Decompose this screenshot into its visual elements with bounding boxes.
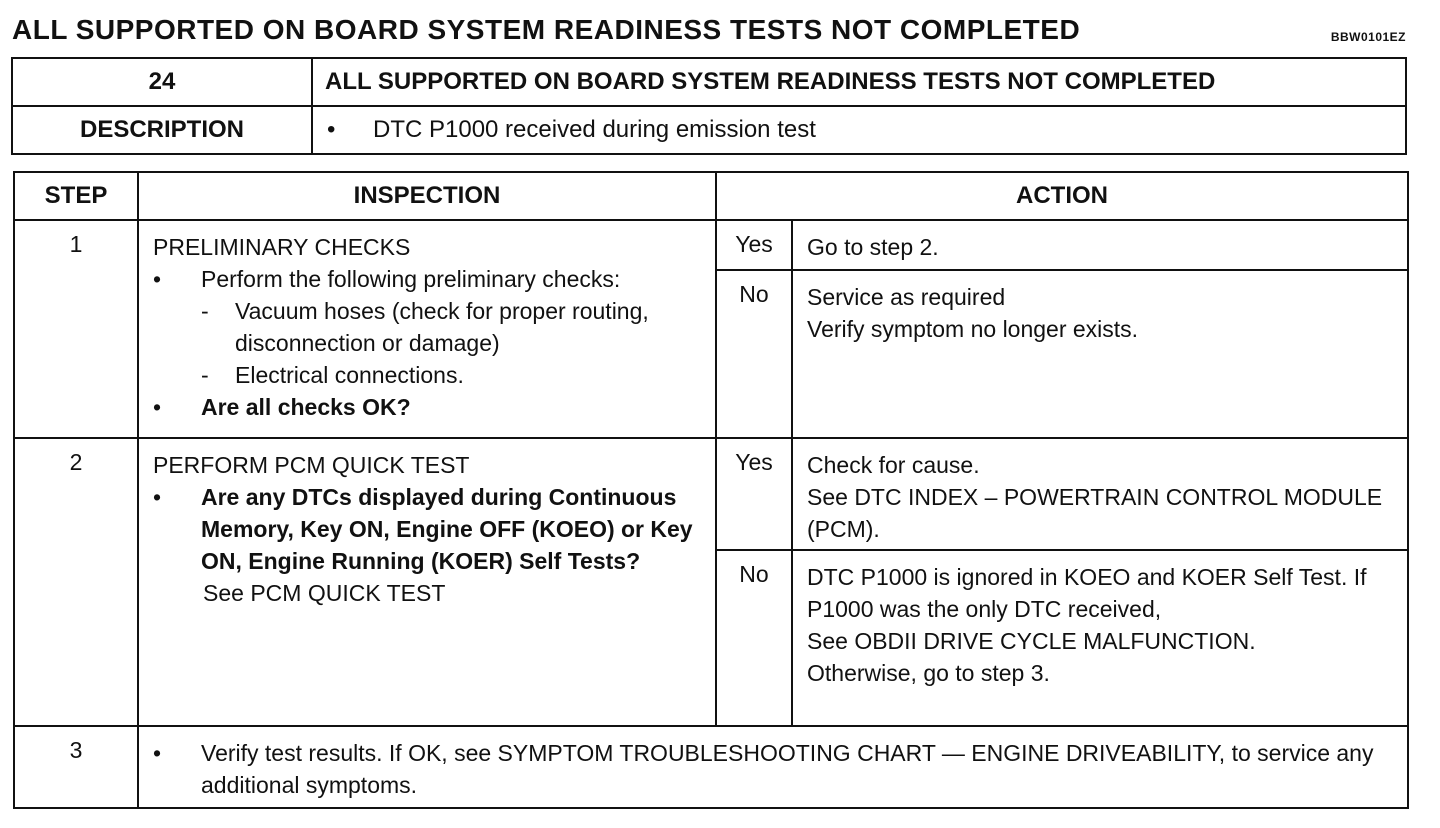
step3-number: 3 <box>14 726 138 808</box>
step2-question: Are any DTCs displayed during Continuous Memory, Key ON, Engine OFF (KOEO) or Key ON, Engine Running (KOER) Self Tests? <box>201 484 693 574</box>
step1-yes-action: Go to step 2. <box>792 220 1408 270</box>
step2-no-action-line1: DTC P1000 is ignored in KOEO and KOER Self Test. If P1000 was the only DTC received, <box>807 564 1367 622</box>
header-action: ACTION <box>716 172 1408 220</box>
dtc-code-table <box>11 57 1407 155</box>
description-row <box>12 106 1406 154</box>
step1-inspection <box>138 220 716 438</box>
dash-glyph: - <box>201 362 209 388</box>
step2-yes-label: Yes <box>716 438 792 550</box>
step-table <box>13 171 1409 809</box>
step2-no-action-line2: See OBDII DRIVE CYCLE MALFUNCTION. <box>807 628 1256 654</box>
step2-yes-row <box>14 438 1408 550</box>
step2-title: PERFORM PCM QUICK TEST <box>153 452 470 478</box>
step2-yes-action <box>792 438 1408 550</box>
step2-no-action <box>792 550 1408 726</box>
step3-content <box>138 726 1408 808</box>
step1-number: 1 <box>14 220 138 438</box>
dtc-code-title: ALL SUPPORTED ON BOARD SYSTEM READINESS TESTS NOT COMPLETED <box>312 58 1406 106</box>
step1-sub2: Electrical connections. <box>235 362 464 388</box>
step1-yes-row <box>14 220 1408 270</box>
description-text: DTC P1000 received during emission test <box>373 116 816 143</box>
step1-yes-label: Yes <box>716 220 792 270</box>
step1-no-label: No <box>716 270 792 438</box>
description-cell <box>312 106 1406 154</box>
step1-sub1: Vacuum hoses (check for proper routing, disconnection or damage) <box>235 298 649 356</box>
header-step: STEP <box>14 172 138 220</box>
step1-no-action <box>792 270 1408 438</box>
step2-yes-action-line1: Check for cause. <box>807 452 980 478</box>
step2-yes-action-line2: See DTC INDEX – POWERTRAIN CONTROL MODULE (PCM). <box>807 484 1383 542</box>
step2-reference: See PCM QUICK TEST <box>203 580 446 606</box>
dtc-code-number: 24 <box>12 58 312 106</box>
step1-no-action-line2: Verify symptom no longer exists. <box>807 315 1139 342</box>
step3-text: Verify test results. If OK, see SYMPTOM TROUBLESHOOTING CHART — ENGINE DRIVEABILITY, to service any additional symptoms. <box>201 740 1374 798</box>
step2-no-action-line3: Otherwise, go to step 3. <box>807 660 1050 686</box>
header-inspection: INSPECTION <box>138 172 716 220</box>
bullet-glyph: • <box>153 394 162 420</box>
figure-code: BBW0101EZ <box>1330 30 1406 44</box>
step1-item1: Perform the following preliminary checks: <box>201 266 621 292</box>
bullet-glyph: • <box>153 484 162 510</box>
bullet-glyph: • <box>153 740 162 766</box>
code-row <box>12 58 1406 106</box>
step1-no-action-line1: Service as required <box>807 283 1006 310</box>
bullet-glyph: • <box>327 116 336 143</box>
bullet-glyph: • <box>153 266 162 292</box>
step2-number: 2 <box>14 438 138 726</box>
description-label: DESCRIPTION <box>12 106 312 154</box>
step2-no-label: No <box>716 550 792 726</box>
step3-row <box>14 726 1408 808</box>
page-title: ALL SUPPORTED ON BOARD SYSTEM READINESS TESTS NOT COMPLETED <box>12 14 1081 45</box>
dash-glyph: - <box>201 298 209 324</box>
step1-title: PRELIMINARY CHECKS <box>153 234 411 260</box>
step-table-header <box>14 172 1408 220</box>
step2-inspection <box>138 438 716 726</box>
step1-question: Are all checks OK? <box>201 394 411 420</box>
